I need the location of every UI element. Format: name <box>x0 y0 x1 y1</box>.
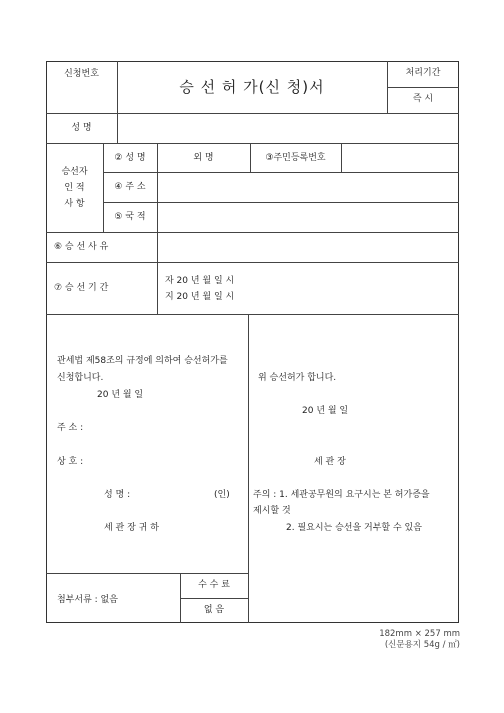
row-divider <box>180 598 248 599</box>
boarder-name-label: ② 성 명 <box>114 153 146 163</box>
boarding-reason-label: ⑥ 승 선 사 유 <box>54 242 109 252</box>
row-divider <box>387 87 459 88</box>
column-divider <box>157 262 158 314</box>
application-statement: 관세법 제58조의 규정에 의하여 승선허가를 <box>57 356 228 366</box>
application-statement: 신청합니다. <box>57 373 104 383</box>
row-divider <box>46 143 459 144</box>
boarder-id-number-field[interactable] <box>343 145 457 171</box>
row-divider <box>46 314 459 315</box>
applicant-name-label: 성 명 <box>71 123 92 133</box>
approval-statement: 위 승선허가 합니다. <box>258 373 337 383</box>
row-divider <box>46 573 248 574</box>
attachments-label: 첨부서류 : 없음 <box>57 595 118 605</box>
approval-note: 제시할 것 <box>253 506 291 516</box>
fee-label: 수 수 료 <box>198 580 230 590</box>
fee-value: 없 음 <box>203 605 225 615</box>
boarder-address-field[interactable] <box>160 174 457 200</box>
column-divider <box>157 232 158 262</box>
row-divider <box>46 262 459 263</box>
boarder-address-label: ④ 주 소 <box>114 182 146 192</box>
approval-date: 20 년 월 일 <box>302 406 349 416</box>
form-title: 승 선 허 가(신 청)서 <box>179 78 325 96</box>
applicant-address-label: 주 소 : <box>57 423 84 433</box>
application-number-label: 신청번호 <box>64 69 99 79</box>
applicant-seal: (인) <box>214 490 230 500</box>
boarder-section-label: 사 항 <box>64 199 85 209</box>
application-date: 20 년 월 일 <box>97 390 144 400</box>
boarding-period-from: 자 20 년 월 일 시 <box>165 276 235 286</box>
approval-note: 2. 필요시는 승선을 거부할 수 있음 <box>286 523 422 533</box>
boarder-section-label: 인 적 <box>64 183 85 193</box>
boarding-period-to: 지 20 년 월 일 시 <box>165 292 235 302</box>
boarder-nationality-field[interactable] <box>160 204 457 230</box>
approval-issuer: 세 관 장 <box>314 457 346 467</box>
processing-period-value: 즉 시 <box>412 94 434 104</box>
addressee: 세 관 장 귀 하 <box>104 523 159 533</box>
boarder-nationality-label: ⑤ 국 적 <box>114 212 146 222</box>
boarder-appearance-label: 외 명 <box>193 153 214 163</box>
column-divider <box>341 143 342 172</box>
boarder-section-label: 승선자 <box>61 167 88 177</box>
boarding-reason-field[interactable] <box>160 234 457 260</box>
column-divider <box>157 172 158 232</box>
column-divider <box>248 314 249 623</box>
paper-spec: (신문용지 54g / ㎡) <box>384 640 460 650</box>
applicant-business-label: 상 호 : <box>57 457 84 467</box>
paper-size: 182mm × 257 mm <box>379 629 460 639</box>
applicant-name-field[interactable] <box>120 115 457 141</box>
column-divider <box>117 61 118 143</box>
boarding-period-label: ⑦ 승 선 기 간 <box>54 283 109 293</box>
boarder-id-number-label: ③주민등록번호 <box>265 153 326 163</box>
row-divider <box>46 113 459 114</box>
approval-note: 주의 : 1. 세관공무원의 요구시는 본 허가증을 <box>253 490 430 500</box>
processing-period-label: 처리기간 <box>405 68 441 78</box>
applicant-signature-name-label: 성 명 : <box>104 490 131 500</box>
row-divider <box>46 232 459 233</box>
